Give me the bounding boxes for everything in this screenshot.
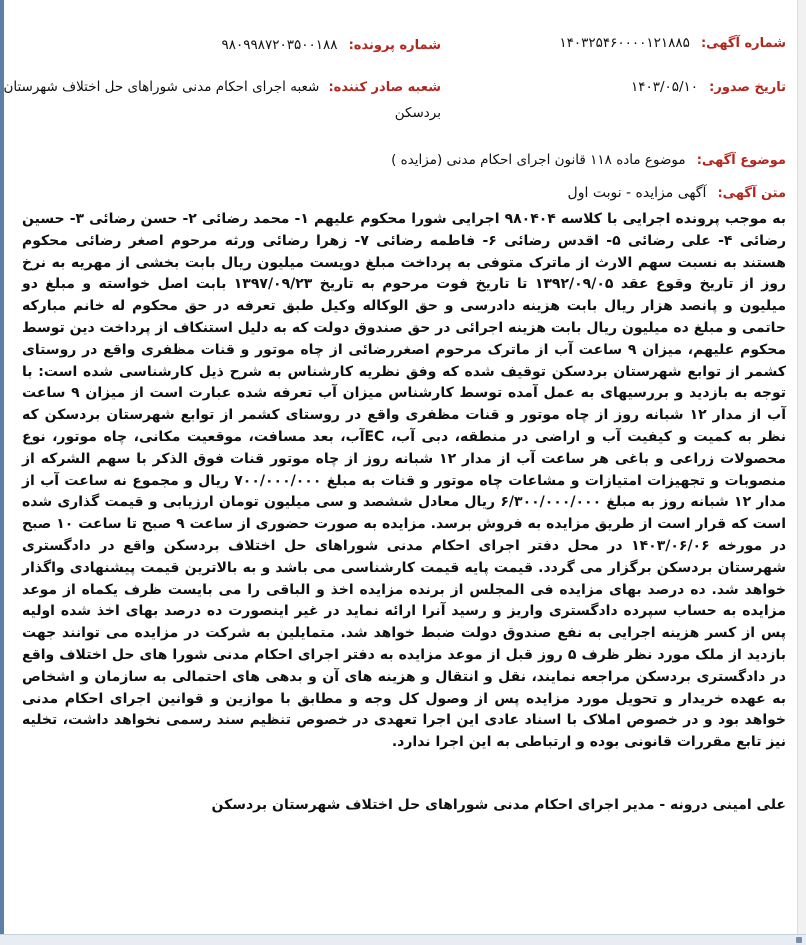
- subject-value: موضوع ماده ۱۱۸ قانون اجرای احکام مدنی (مزایده ): [391, 152, 686, 168]
- resize-grip-icon: [796, 937, 802, 943]
- subject: [391, 149, 786, 168]
- vertical-scrollbar[interactable]: [797, 0, 806, 945]
- subject-label: موضوع آگهی:: [696, 153, 786, 168]
- case-number-value: ۹۸۰۹۹۸۷۲۰۳۵۰۰۱۸۸: [221, 37, 338, 53]
- issuer-line2: بردسکن: [394, 105, 441, 121]
- issue-date: [631, 76, 786, 95]
- text-label: متن آگهی:: [717, 186, 786, 201]
- issuer: [3, 76, 441, 95]
- text-header: [568, 182, 786, 201]
- ad-number: [559, 32, 786, 51]
- ad-number-value: ۱۴۰۳۲۵۴۶۰۰۰۰۱۲۱۸۸۵: [559, 35, 690, 51]
- issuer-label: شعبه صادر کننده:: [328, 80, 441, 95]
- issuer-line1: شعبه اجرای احکام مدنی شوراهای حل اختلاف شهرستان: [3, 79, 320, 95]
- issuer-continuation: [395, 102, 441, 121]
- issue-date-value: ۱۴۰۳/۰۵/۱۰: [630, 79, 699, 95]
- case-number: [222, 34, 442, 53]
- issue-date-label: تاریخ صدور:: [709, 80, 786, 95]
- ad-body-text: به موجب پرونده اجرایی با کلاسه ۹۸۰۴۰۴ اجرایی شورا محکوم علیهم ۱- محمد رضائی ۲- حسن رضائی ۳- حسین رضائی ۴- علی رضائی ۵- اقدس رضائی ۶- فاطمه رضائی ۷- زهرا رضائی ورثه مرحوم اصغر رضائی محکوم هستند به نسبت سهم الارث از ماترک متوفی به پرداخت مبلغ دویست میلیون ریال بابت بخشی از مهریه به نرخ روز از تاریخ وقوع عقد ۱۳۹۲/۰۹/۰۵ تا تاریخ فوت مرحوم به تاریخ ۱۳۹۷/۰۹/۲۳ بابت اصل خواسته و مبلغ دو میلیون و پانصد هزار ریال بابت هزینه دادرسی و حق الوکاله وکیل طبق تعرفه در حق محکوم له خانم مبارکه حاتمی و مبلغ ده میلیون ریال بابت هزینه اجرائی در حق صندوق دولت که به دلیل استنکاف از پرداخت دین توسط محکوم علیهم، میزان ۹ ساعت آب از ماترک مرحوم اصغررضائی از چاه موتور و قنات مظفری واقع در روستای کشمر از توابع شهرستان بردسکن توقیف شده که وفق نظریه کارشناس به شرح ذیل کارشناسی شده است: با توجه به بازدید و بررسیهای به عمل آمده توسط کارشناس میزان آب تعرفه شده عبارت است از میزان ۹ ساعت آب از مدار ۱۲ شبانه روز از چاه موتور و قنات مظفری واقع در روستای کشمر از توابع شهرستان بردسکن که نظر به کمیت و کیفیت آب و اراضی در منطقه، دبی آب، ECآب، بعد مسافت، موقعیت مکانی، چاه موتور، نوع محصولات زراعی و باغی هر ساعت آب از مدار ۱۲ شبانه روز از چاه موتور قنات فوق الذکر با سهم الشرکه از منصوبات و تجهیزات امتیازات و مشاعات چاه موتور و قنات به مبلغ ۷۰۰/۰۰۰/۰۰۰ ریال و مجموع نه ساعت آب از مدار ۱۲ شبانه روز به مبلغ ۶/۳۰۰/۰۰۰/۰۰۰ ریال معادل ششصد و سی میلیون تومان ارزیابی و قیمت گذاری شده است که قرار است از طریق مزایده به فروش برسد. مزایده به صورت حضوری از ساعت ۹ صبح تا ساعت ۱۰ صبح در مورخه ۱۴۰۳/۰۶/۰۶ در محل دفتر اجرای احکام مدنی شوراهای حل اختلاف بردسکن واقع در دادگستری شهرستان بردسکن برگزار می گردد. قیمت پایه قیمت کارشناسی می باشد و به بالاترین قیمت پیشنهادی واگذار خواهد شد. ده درصد بهای مزایده فی المجلس از برنده مزایده اخذ و الباقی را می بایست ظرف یکماه از موعد مزایده به حساب سپرده دادگستری واریز و رسید آنرا ارائه نماید در غیر اینصورت ده درصد بهای اخذ شده اولیه پس از کسر هزینه اجرایی به نفع صندوق دولت ضبط خواهد شد. متمایلین به شرکت در مزایده می توانند جهت بازدید از ملک مورد نظر ظرف ۵ روز قبل از موعد مزایده به دفتر اجرای احکام مدنی شورا های حل اختلاف واقع در دادگستری بردسکن مراجعه نمایند، نقل و انتقال و هزینه های آن و بدهی های احتمالی به سازمان و اشخاص به عهده خریدار و تحویل مورد مزایده پس از وصول کل وجه و مطابق با موازین و قوانین اجرای احکام مدنی خواهد بود و در خصوص املاک با اسناد عادی این اجرا تعهدی در خصوص تنظیم سند رسمی نخواهد داشت، تخلیه نیز تابع مقررات قانونی بوده و ارتباطی به این اجرا ندارد.: [22, 211, 787, 751]
- text-title: آگهی مزایده - نوبت اول: [567, 185, 707, 201]
- case-number-label: شماره پرونده:: [348, 38, 441, 53]
- bottom-scrollbar[interactable]: [0, 934, 806, 945]
- signature: علی امینی درونه - مدیر اجرای احکام مدنی شوراهای حل اختلاف شهرستان بردسکن: [211, 797, 786, 813]
- ad-number-label: شماره آگهی:: [700, 36, 786, 51]
